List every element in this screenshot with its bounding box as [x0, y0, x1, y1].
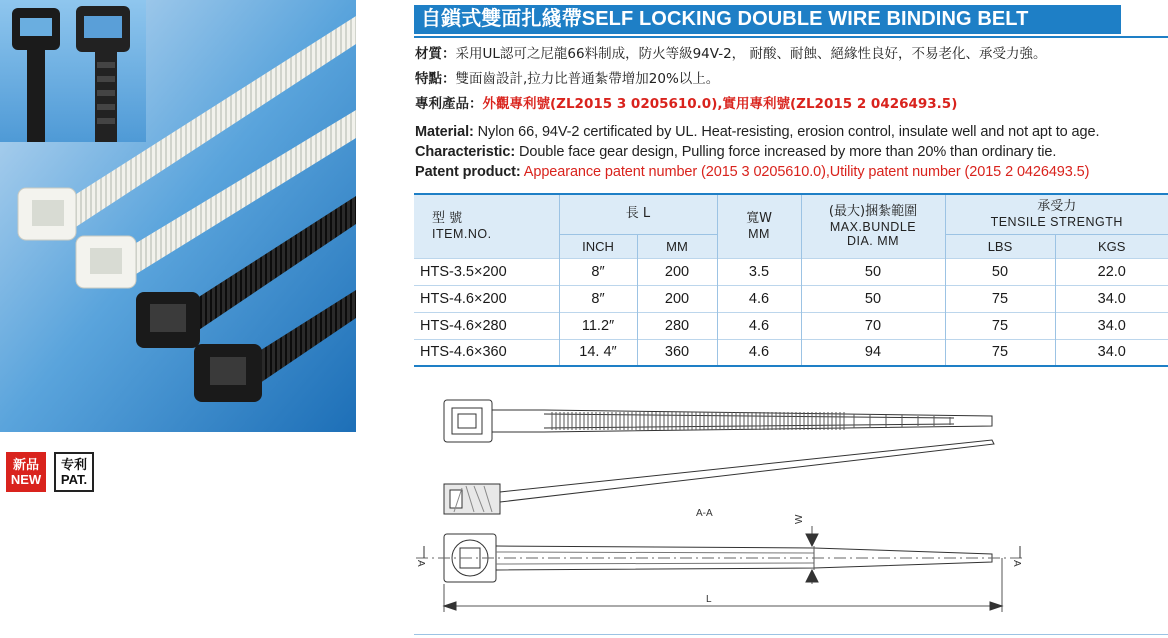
th-tensile-en: TENSILE STRENGTH	[990, 215, 1123, 230]
cable-ties-illustration	[0, 0, 356, 432]
cell-kgs: 34.0	[1055, 339, 1168, 366]
cell-mm: 200	[637, 258, 717, 285]
th-bundle-en1: MAX.BUNDLE	[829, 220, 917, 235]
cell-kgs: 34.0	[1055, 312, 1168, 339]
en-material-line	[415, 122, 1099, 142]
table-row	[414, 285, 1168, 312]
new-badge	[6, 452, 46, 492]
cell-width: 4.6	[717, 285, 801, 312]
cell-mm: 280	[637, 312, 717, 339]
cell-width: 4.6	[717, 339, 801, 366]
th-tensile-cn: 承受力	[1037, 199, 1077, 215]
cn-feature-label: 特點：	[415, 71, 456, 87]
cell-lbs: 75	[945, 312, 1055, 339]
patent-badge	[54, 452, 94, 492]
cn-patent-label: 專利產品：	[415, 96, 483, 112]
th-kgs: KGS	[1055, 234, 1168, 258]
th-length-cn: 長 L	[625, 206, 651, 222]
cell-inch: 8″	[559, 258, 637, 285]
cell-mm: 360	[637, 339, 717, 366]
en-characteristic-text: Double face gear design, Pulling force increased by more than 20% than ordinary tie.	[518, 144, 1057, 160]
th-length	[559, 194, 717, 234]
th-width	[717, 194, 801, 258]
cut-label-left: A	[415, 560, 426, 567]
table-row	[414, 339, 1168, 366]
cut-label-right: A	[1011, 560, 1022, 567]
cell-width: 3.5	[717, 258, 801, 285]
cell-item: HTS-3.5×200	[414, 258, 559, 285]
cn-feature-text: 雙面齒設計,拉力比普通紮帶增加20%以上。	[455, 71, 720, 87]
th-tensile	[945, 194, 1168, 234]
th-bundle-cn: (最大)捆紮範圍	[828, 204, 918, 220]
cn-patent-line	[415, 94, 957, 114]
new-badge-cn: 新品	[12, 457, 39, 472]
tie-top-view	[444, 400, 992, 442]
cell-inch: 14. 4″	[559, 339, 637, 366]
cell-width: 4.6	[717, 312, 801, 339]
cell-inch: 11.2″	[559, 312, 637, 339]
length-dimension-label: L	[706, 594, 712, 605]
patent-badge-cn: 专利	[60, 457, 87, 472]
table-row	[414, 312, 1168, 339]
cell-bundle: 70	[801, 312, 945, 339]
th-width-cn: 寬W	[746, 211, 772, 227]
en-material-label: Material:	[415, 124, 474, 140]
th-bundle	[801, 194, 945, 258]
spec-table	[414, 193, 1168, 367]
tie-section-view	[444, 440, 994, 514]
cell-item: HTS-4.6×360	[414, 339, 559, 366]
en-patent-text: Appearance patent number (2015 3 0205610.0),Utility patent number (2015 2 0426493.5)	[523, 164, 1090, 180]
cn-feature-line	[415, 69, 719, 89]
cn-material-text: 采用UL認可之尼龍66料制成，防火等級94V-2， 耐酸、耐蝕、絕緣性良好，不易老化、承受力強。	[455, 46, 1047, 62]
cell-inch: 8″	[559, 285, 637, 312]
cell-bundle: 94	[801, 339, 945, 366]
en-patent-line	[415, 162, 1089, 182]
width-dimension-label: W	[794, 514, 805, 524]
cell-kgs: 22.0	[1055, 258, 1168, 285]
cell-kgs: 34.0	[1055, 285, 1168, 312]
cn-material-label: 材質：	[415, 46, 456, 62]
patent-badge-en: PAT.	[60, 472, 88, 487]
th-item-cn: 型 號	[432, 211, 463, 227]
cell-mm: 200	[637, 285, 717, 312]
en-characteristic-line	[415, 142, 1056, 162]
technical-drawing	[414, 386, 1034, 626]
th-item	[414, 194, 559, 258]
cell-item: HTS-4.6×200	[414, 285, 559, 312]
new-badge-en: NEW	[10, 472, 42, 487]
en-characteristic-label: Characteristic:	[415, 144, 516, 160]
th-lbs: LBS	[945, 234, 1055, 258]
cell-lbs: 75	[945, 339, 1055, 366]
tie-bottom-view	[416, 526, 1024, 612]
th-width-en: MM	[748, 227, 770, 242]
badge-group	[6, 452, 94, 492]
section-label: A-A	[696, 508, 713, 519]
cell-lbs: 50	[945, 258, 1055, 285]
table-row	[414, 258, 1168, 285]
cell-item: HTS-4.6×280	[414, 312, 559, 339]
cell-lbs: 75	[945, 285, 1055, 312]
th-bundle-en2: DIA. MM	[846, 234, 900, 249]
bottom-divider	[414, 634, 1168, 635]
cn-patent-text: 外觀專利號(ZL2015 3 0205610.0),實用專利號(ZL2015 2 0426493.5)	[482, 96, 958, 112]
product-photo	[0, 0, 356, 432]
cell-bundle: 50	[801, 258, 945, 285]
cell-bundle: 50	[801, 285, 945, 312]
th-inch: INCH	[559, 234, 637, 258]
cn-material-line	[415, 44, 1046, 64]
th-item-en: ITEM.NO.	[432, 227, 492, 242]
product-title: 自鎖式雙面扎綫帶SELF LOCKING DOUBLE WIRE BINDING BELT	[414, 5, 1121, 34]
en-material-text: Nylon 66, 94V-2 certificated by UL. Heat-resisting, erosion control, insulate well and not apt to age.	[477, 124, 1100, 140]
en-patent-label: Patent product:	[415, 164, 521, 180]
title-divider	[414, 36, 1168, 38]
th-mm: MM	[637, 234, 717, 258]
